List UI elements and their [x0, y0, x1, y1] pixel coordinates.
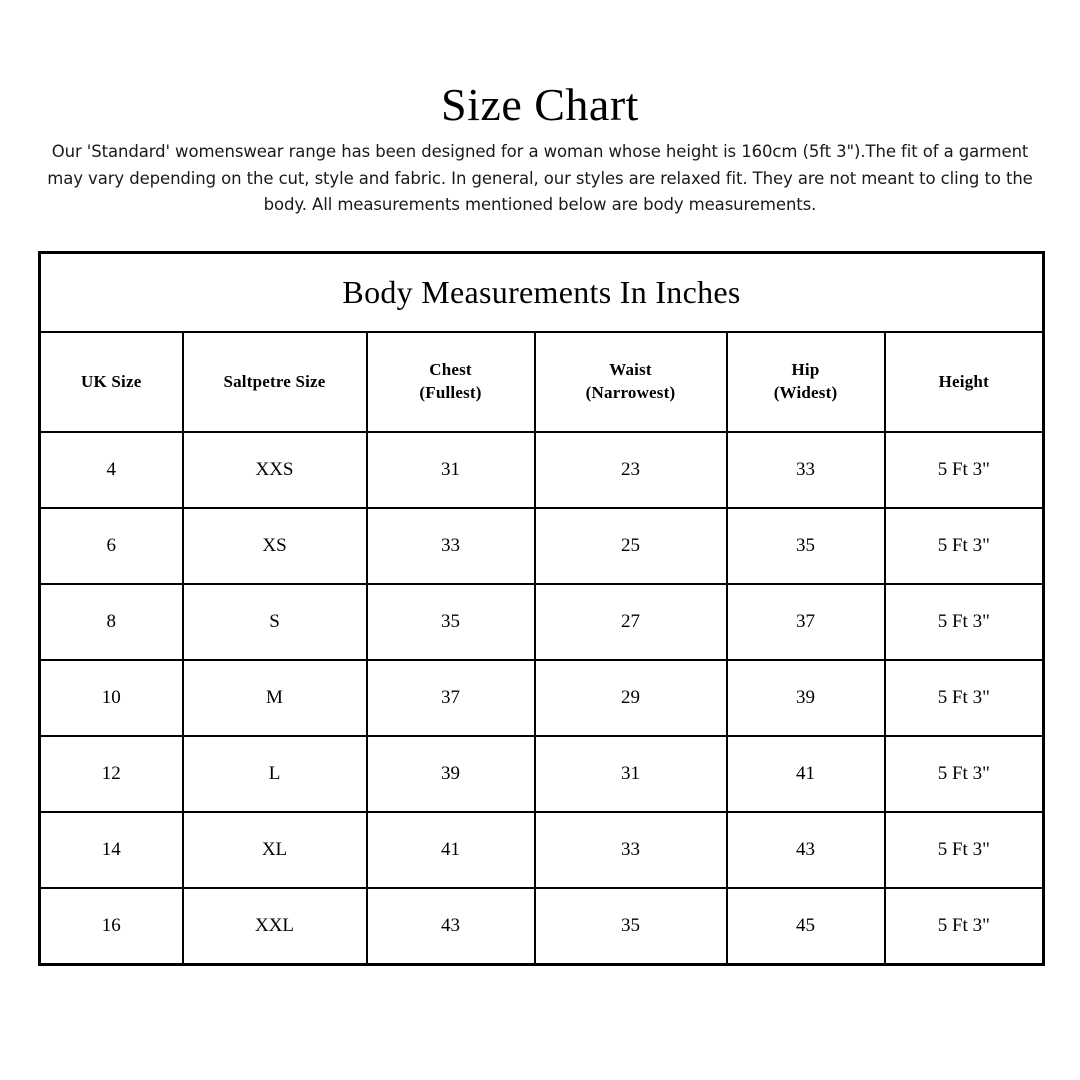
column-header-saltpetre-size — [183, 332, 367, 432]
column-header-line2: (Narrowest) — [585, 383, 676, 403]
cell-hip: 33 — [727, 432, 885, 508]
column-header-line1: Hip — [791, 360, 820, 380]
column-header-chest — [367, 332, 535, 432]
cell-uk-size: 14 — [40, 812, 183, 888]
cell-uk-size: 4 — [40, 432, 183, 508]
cell-hip: 39 — [727, 660, 885, 736]
cell-height: 5 Ft 3" — [885, 660, 1044, 736]
cell-saltpetre-size: XXL — [183, 888, 367, 965]
cell-height: 5 Ft 3" — [885, 508, 1044, 584]
cell-hip: 41 — [727, 736, 885, 812]
column-header-line1: Saltpetre Size — [223, 371, 326, 391]
cell-chest: 41 — [367, 812, 535, 888]
cell-uk-size: 12 — [40, 736, 183, 812]
cell-height: 5 Ft 3" — [885, 736, 1044, 812]
column-header-waist — [535, 332, 727, 432]
cell-saltpetre-size: XXS — [183, 432, 367, 508]
cell-saltpetre-size: XL — [183, 812, 367, 888]
cell-height: 5 Ft 3" — [885, 432, 1044, 508]
column-header-line1: Chest — [429, 360, 472, 380]
column-header-uk-size — [40, 332, 183, 432]
cell-waist: 25 — [535, 508, 727, 584]
table-column-header-row — [40, 332, 1044, 432]
cell-height: 5 Ft 3" — [885, 584, 1044, 660]
cell-uk-size: 16 — [40, 888, 183, 965]
column-header-line1: UK Size — [81, 371, 142, 391]
cell-waist: 27 — [535, 584, 727, 660]
size-chart-table — [38, 251, 1045, 966]
cell-uk-size: 8 — [40, 584, 183, 660]
cell-chest: 37 — [367, 660, 535, 736]
cell-waist: 29 — [535, 660, 727, 736]
cell-hip: 35 — [727, 508, 885, 584]
table-body — [40, 432, 1044, 965]
cell-uk-size: 6 — [40, 508, 183, 584]
table-row — [40, 584, 1044, 660]
cell-saltpetre-size: L — [183, 736, 367, 812]
cell-saltpetre-size: S — [183, 584, 367, 660]
cell-chest: 31 — [367, 432, 535, 508]
cell-hip: 37 — [727, 584, 885, 660]
cell-waist: 35 — [535, 888, 727, 965]
table-row — [40, 812, 1044, 888]
column-header-hip — [727, 332, 885, 432]
cell-saltpetre-size: M — [183, 660, 367, 736]
cell-height: 5 Ft 3" — [885, 888, 1044, 965]
column-header-line2: (Widest) — [773, 383, 838, 403]
table-caption-row — [40, 253, 1044, 333]
cell-saltpetre-size: XS — [183, 508, 367, 584]
cell-waist: 31 — [535, 736, 727, 812]
cell-waist: 33 — [535, 812, 727, 888]
cell-chest: 33 — [367, 508, 535, 584]
cell-uk-size: 10 — [40, 660, 183, 736]
cell-height: 5 Ft 3" — [885, 812, 1044, 888]
table-caption: Body Measurements In Inches — [40, 253, 1044, 333]
column-header-line1: Height — [938, 371, 989, 391]
table-row — [40, 432, 1044, 508]
table-row — [40, 508, 1044, 584]
cell-hip: 45 — [727, 888, 885, 965]
cell-hip: 43 — [727, 812, 885, 888]
table-row — [40, 888, 1044, 965]
table-header — [40, 253, 1044, 432]
page-title: Size Chart — [441, 79, 639, 130]
cell-chest: 35 — [367, 584, 535, 660]
column-header-line1: Waist — [609, 360, 652, 380]
table-row — [40, 660, 1044, 736]
cell-chest: 43 — [367, 888, 535, 965]
column-header-height — [885, 332, 1044, 432]
table-row — [40, 736, 1044, 812]
column-header-line2: (Fullest) — [419, 383, 482, 403]
cell-waist: 23 — [535, 432, 727, 508]
intro-paragraph: Our 'Standard' womenswear range has been designed for a woman whose height is 160cm (5ft 3").The fit of a garment may vary depending on the cut, style and fabric. In general, our styles are relaxed fit. They are not meant to cling to the body. All measurements mentioned below are body measurements. — [47, 142, 1033, 215]
cell-chest: 39 — [367, 736, 535, 812]
